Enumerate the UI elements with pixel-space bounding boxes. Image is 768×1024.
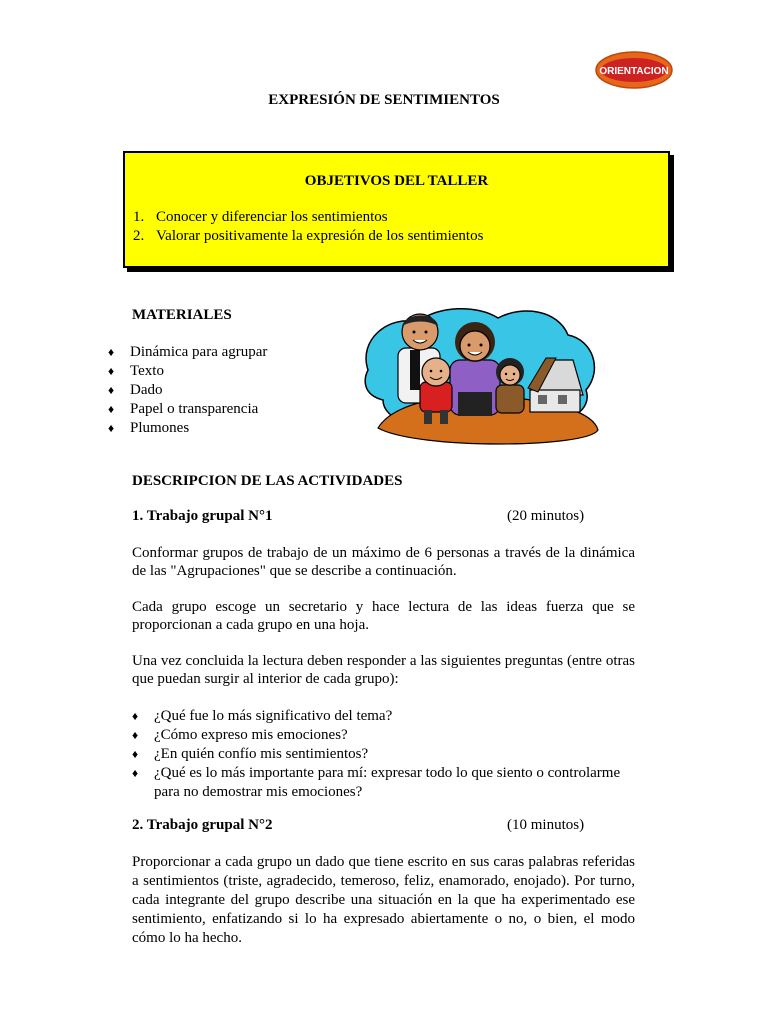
activity-1-paragraph-3: Una vez concluida la lectura deben responder a las siguientes preguntas (entre otras que puedan surgir al interior de cada grupo): bbox=[132, 653, 635, 687]
list-item: ♦ Texto bbox=[108, 363, 164, 379]
activity-1-paragraph-2: Cada grupo escoge un secretario y hace lectura de las ideas fuerza que se proporcionan a cada grupo en una hoja. bbox=[132, 599, 635, 633]
materials-list bbox=[108, 343, 338, 438]
list-item: ♦ Dinámica para agrupar bbox=[108, 344, 268, 360]
objective-item: 2. Valorar positivamente la expresión de los sentimientos bbox=[133, 228, 484, 244]
list-item: ♦ ¿Qué fue lo más significativo del tema? bbox=[132, 708, 393, 724]
objective-item: 1. Conocer y diferenciar los sentimientos bbox=[133, 209, 388, 225]
orientacion-logo bbox=[594, 50, 674, 90]
objectives-box bbox=[123, 151, 670, 268]
activity-1-label: 1. Trabajo grupal N°1 bbox=[132, 508, 273, 524]
list-item: ♦ ¿Qué es lo más importante para mí: expresar todo lo que siento o controlarme para no demostrar mis emociones? bbox=[132, 765, 621, 800]
objectives-list bbox=[133, 208, 483, 246]
activity-1-header bbox=[132, 508, 592, 525]
activity-1-duration: (20 minutos) bbox=[507, 508, 585, 524]
objectives-heading: OBJETIVOS DEL TALLER bbox=[304, 173, 489, 189]
activity-2-header bbox=[132, 817, 592, 834]
list-item: ♦ Plumones bbox=[108, 420, 190, 436]
description-heading: DESCRIPCION DE LAS ACTIVIDADES bbox=[132, 473, 403, 489]
activity-1-paragraph-1: Conformar grupos de trabajo de un máximo de 6 personas a través de la dinámica de las "Agrupaciones" que se describe a continuación. bbox=[132, 545, 635, 579]
family-illustration bbox=[358, 300, 608, 450]
list-item: ♦ ¿Cómo expreso mis emociones? bbox=[132, 727, 348, 743]
activity-2-duration: (10 minutos) bbox=[507, 817, 585, 833]
activity-2-label: 2. Trabajo grupal N°2 bbox=[132, 817, 273, 833]
list-item: ♦ Papel o transparencia bbox=[108, 401, 259, 417]
logo-text: ORIENTACION bbox=[599, 66, 669, 77]
activity-2-paragraph-1: Proporcionar a cada grupo un dado que tiene escrito en sus caras palabras referidas a sentimientos (triste, agradecido, temeroso, feliz, enamorado, enojado). Por turno, cada integrante del grupo describe una situación en la que ha experimentado ese sentimiento, enfatizando si lo ha expresado abiertamente o no, o bien, el modo cómo lo ha hecho. bbox=[132, 854, 635, 946]
questions-list bbox=[132, 707, 642, 802]
list-item: ♦ ¿En quién confío mis sentimientos? bbox=[132, 746, 369, 762]
document-title: EXPRESIÓN DE SENTIMIENTOS bbox=[268, 92, 500, 108]
list-item: ♦ Dado bbox=[108, 382, 163, 398]
materials-heading: MATERIALES bbox=[132, 307, 232, 323]
